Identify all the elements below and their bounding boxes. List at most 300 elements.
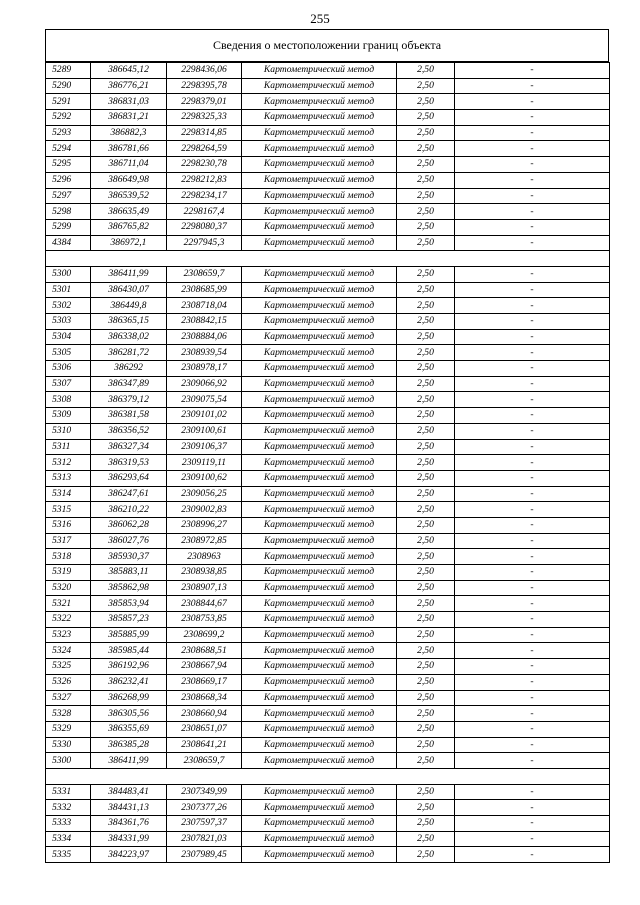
table-row bbox=[46, 282, 610, 298]
accuracy-cell: 2,50 bbox=[397, 470, 455, 486]
y-coordinate-cell: 2298264,59 bbox=[167, 141, 242, 157]
method-cell: Картометрический метод bbox=[242, 78, 397, 94]
x-coordinate-cell: 386449,8 bbox=[91, 298, 167, 314]
method-cell: Картометрический метод bbox=[242, 110, 397, 126]
x-coordinate-cell: 386281,72 bbox=[91, 345, 167, 361]
point-number-cell: 5330 bbox=[46, 737, 91, 753]
x-coordinate-cell: 386411,99 bbox=[91, 266, 167, 282]
description-cell: - bbox=[455, 314, 610, 330]
x-coordinate-cell: 386539,52 bbox=[91, 188, 167, 204]
separator-cell bbox=[46, 251, 610, 267]
y-coordinate-cell: 2308753,85 bbox=[167, 612, 242, 628]
point-number-cell: 5319 bbox=[46, 565, 91, 581]
x-coordinate-cell: 385885,99 bbox=[91, 627, 167, 643]
accuracy-cell: 2,50 bbox=[397, 517, 455, 533]
point-number-cell: 5296 bbox=[46, 172, 91, 188]
method-cell: Картометрический метод bbox=[242, 596, 397, 612]
method-cell: Картометрический метод bbox=[242, 659, 397, 675]
method-cell: Картометрический метод bbox=[242, 266, 397, 282]
point-number-cell: 5290 bbox=[46, 78, 91, 94]
accuracy-cell: 2,50 bbox=[397, 172, 455, 188]
y-coordinate-cell: 2308641,21 bbox=[167, 737, 242, 753]
accuracy-cell: 2,50 bbox=[397, 753, 455, 769]
y-coordinate-cell: 2307349,99 bbox=[167, 784, 242, 800]
description-cell: - bbox=[455, 800, 610, 816]
point-number-cell: 5292 bbox=[46, 110, 91, 126]
description-cell: - bbox=[455, 141, 610, 157]
point-number-cell: 5333 bbox=[46, 816, 91, 832]
point-number-cell: 5321 bbox=[46, 596, 91, 612]
x-coordinate-cell: 386385,28 bbox=[91, 737, 167, 753]
description-cell: - bbox=[455, 674, 610, 690]
method-cell: Картометрический метод bbox=[242, 753, 397, 769]
accuracy-cell: 2,50 bbox=[397, 721, 455, 737]
method-cell: Картометрический метод bbox=[242, 188, 397, 204]
y-coordinate-cell: 2308668,34 bbox=[167, 690, 242, 706]
table-row bbox=[46, 486, 610, 502]
y-coordinate-cell: 2309106,37 bbox=[167, 439, 242, 455]
y-coordinate-cell: 2308685,99 bbox=[167, 282, 242, 298]
y-coordinate-cell: 2308660,94 bbox=[167, 706, 242, 722]
method-cell: Картометрический метод bbox=[242, 502, 397, 518]
method-cell: Картометрический метод bbox=[242, 314, 397, 330]
separator-cell bbox=[46, 768, 610, 784]
description-cell: - bbox=[455, 549, 610, 565]
description-cell: - bbox=[455, 831, 610, 847]
x-coordinate-cell: 385930,37 bbox=[91, 549, 167, 565]
x-coordinate-cell: 386327,34 bbox=[91, 439, 167, 455]
point-number-cell: 5313 bbox=[46, 470, 91, 486]
table-row bbox=[46, 157, 610, 173]
x-coordinate-cell: 386972,1 bbox=[91, 235, 167, 251]
method-cell: Картометрический метод bbox=[242, 486, 397, 502]
point-number-cell: 4384 bbox=[46, 235, 91, 251]
table-row bbox=[46, 266, 610, 282]
accuracy-cell: 2,50 bbox=[397, 439, 455, 455]
table-row bbox=[46, 408, 610, 424]
y-coordinate-cell: 2308688,51 bbox=[167, 643, 242, 659]
x-coordinate-cell: 386781,66 bbox=[91, 141, 167, 157]
y-coordinate-cell: 2308963 bbox=[167, 549, 242, 565]
description-cell: - bbox=[455, 78, 610, 94]
description-cell: - bbox=[455, 816, 610, 832]
description-cell: - bbox=[455, 627, 610, 643]
table-row bbox=[46, 423, 610, 439]
table-row bbox=[46, 831, 610, 847]
point-number-cell: 5322 bbox=[46, 612, 91, 628]
x-coordinate-cell: 385883,11 bbox=[91, 565, 167, 581]
method-cell: Картометрический метод bbox=[242, 282, 397, 298]
accuracy-cell: 2,50 bbox=[397, 157, 455, 173]
method-cell: Картометрический метод bbox=[242, 470, 397, 486]
accuracy-cell: 2,50 bbox=[397, 298, 455, 314]
x-coordinate-cell: 386430,07 bbox=[91, 282, 167, 298]
method-cell: Картометрический метод bbox=[242, 784, 397, 800]
description-cell: - bbox=[455, 94, 610, 110]
table-row bbox=[46, 314, 610, 330]
method-cell: Картометрический метод bbox=[242, 392, 397, 408]
description-cell: - bbox=[455, 470, 610, 486]
description-cell: - bbox=[455, 172, 610, 188]
method-cell: Картометрический метод bbox=[242, 219, 397, 235]
point-number-cell: 5317 bbox=[46, 533, 91, 549]
table-row bbox=[46, 706, 610, 722]
description-cell: - bbox=[455, 204, 610, 220]
table-row bbox=[46, 753, 610, 769]
x-coordinate-cell: 386027,76 bbox=[91, 533, 167, 549]
y-coordinate-cell: 2307597,37 bbox=[167, 816, 242, 832]
description-cell: - bbox=[455, 486, 610, 502]
y-coordinate-cell: 2308844,67 bbox=[167, 596, 242, 612]
y-coordinate-cell: 2309075,54 bbox=[167, 392, 242, 408]
y-coordinate-cell: 2308978,17 bbox=[167, 361, 242, 377]
x-coordinate-cell: 386776,21 bbox=[91, 78, 167, 94]
method-cell: Картометрический метод bbox=[242, 800, 397, 816]
x-coordinate-cell: 385985,44 bbox=[91, 643, 167, 659]
point-number-cell: 5293 bbox=[46, 125, 91, 141]
coordinates-table-body bbox=[46, 63, 610, 863]
accuracy-cell: 2,50 bbox=[397, 674, 455, 690]
table-row bbox=[46, 235, 610, 251]
accuracy-cell: 2,50 bbox=[397, 847, 455, 863]
table-row bbox=[46, 63, 610, 79]
description-cell: - bbox=[455, 392, 610, 408]
method-cell: Картометрический метод bbox=[242, 674, 397, 690]
x-coordinate-cell: 386882,3 bbox=[91, 125, 167, 141]
accuracy-cell: 2,50 bbox=[397, 549, 455, 565]
description-cell: - bbox=[455, 753, 610, 769]
accuracy-cell: 2,50 bbox=[397, 141, 455, 157]
description-cell: - bbox=[455, 847, 610, 863]
description-cell: - bbox=[455, 565, 610, 581]
accuracy-cell: 2,50 bbox=[397, 125, 455, 141]
table-title: Сведения о местоположении границ объекта bbox=[45, 29, 609, 62]
point-number-cell: 5301 bbox=[46, 282, 91, 298]
table-row bbox=[46, 298, 610, 314]
point-number-cell: 5320 bbox=[46, 580, 91, 596]
table-row bbox=[46, 94, 610, 110]
table-row bbox=[46, 392, 610, 408]
accuracy-cell: 2,50 bbox=[397, 627, 455, 643]
accuracy-cell: 2,50 bbox=[397, 110, 455, 126]
table-row bbox=[46, 172, 610, 188]
table-row bbox=[46, 612, 610, 628]
y-coordinate-cell: 2307821,03 bbox=[167, 831, 242, 847]
point-number-cell: 5316 bbox=[46, 517, 91, 533]
y-coordinate-cell: 2307989,45 bbox=[167, 847, 242, 863]
table-row bbox=[46, 329, 610, 345]
accuracy-cell: 2,50 bbox=[397, 392, 455, 408]
table-row bbox=[46, 549, 610, 565]
table-row bbox=[46, 110, 610, 126]
point-number-cell: 5327 bbox=[46, 690, 91, 706]
y-coordinate-cell: 2308884,06 bbox=[167, 329, 242, 345]
table-row bbox=[46, 219, 610, 235]
method-cell: Картометрический метод bbox=[242, 408, 397, 424]
point-number-cell: 5314 bbox=[46, 486, 91, 502]
description-cell: - bbox=[455, 784, 610, 800]
x-coordinate-cell: 386649,98 bbox=[91, 172, 167, 188]
point-number-cell: 5307 bbox=[46, 376, 91, 392]
point-number-cell: 5300 bbox=[46, 266, 91, 282]
page-number: 255 bbox=[310, 11, 330, 26]
table-row bbox=[46, 455, 610, 471]
y-coordinate-cell: 2309119,11 bbox=[167, 455, 242, 471]
table-row bbox=[46, 188, 610, 204]
method-cell: Картометрический метод bbox=[242, 204, 397, 220]
x-coordinate-cell: 386062,28 bbox=[91, 517, 167, 533]
method-cell: Картометрический метод bbox=[242, 94, 397, 110]
table-row bbox=[46, 580, 610, 596]
description-cell: - bbox=[455, 423, 610, 439]
point-number-cell: 5295 bbox=[46, 157, 91, 173]
point-number-cell: 5305 bbox=[46, 345, 91, 361]
description-cell: - bbox=[455, 502, 610, 518]
y-coordinate-cell: 2308667,94 bbox=[167, 659, 242, 675]
method-cell: Картометрический метод bbox=[242, 235, 397, 251]
accuracy-cell: 2,50 bbox=[397, 486, 455, 502]
x-coordinate-cell: 384483,41 bbox=[91, 784, 167, 800]
x-coordinate-cell: 386293,64 bbox=[91, 470, 167, 486]
x-coordinate-cell: 385857,23 bbox=[91, 612, 167, 628]
y-coordinate-cell: 2298230,78 bbox=[167, 157, 242, 173]
accuracy-cell: 2,50 bbox=[397, 816, 455, 832]
accuracy-cell: 2,50 bbox=[397, 219, 455, 235]
group-separator-row bbox=[46, 768, 610, 784]
point-number-cell: 5310 bbox=[46, 423, 91, 439]
accuracy-cell: 2,50 bbox=[397, 612, 455, 628]
accuracy-cell: 2,50 bbox=[397, 455, 455, 471]
y-coordinate-cell: 2308659,7 bbox=[167, 753, 242, 769]
point-number-cell: 5334 bbox=[46, 831, 91, 847]
accuracy-cell: 2,50 bbox=[397, 690, 455, 706]
method-cell: Картометрический метод bbox=[242, 737, 397, 753]
table-row bbox=[46, 800, 610, 816]
table-row bbox=[46, 361, 610, 377]
accuracy-cell: 2,50 bbox=[397, 533, 455, 549]
y-coordinate-cell: 2308972,85 bbox=[167, 533, 242, 549]
description-cell: - bbox=[455, 408, 610, 424]
point-number-cell: 5303 bbox=[46, 314, 91, 330]
coordinates-table bbox=[45, 62, 610, 863]
method-cell: Картометрический метод bbox=[242, 580, 397, 596]
method-cell: Картометрический метод bbox=[242, 627, 397, 643]
description-cell: - bbox=[455, 282, 610, 298]
x-coordinate-cell: 384361,76 bbox=[91, 816, 167, 832]
accuracy-cell: 2,50 bbox=[397, 188, 455, 204]
description-cell: - bbox=[455, 63, 610, 79]
point-number-cell: 5328 bbox=[46, 706, 91, 722]
description-cell: - bbox=[455, 188, 610, 204]
table-row bbox=[46, 565, 610, 581]
y-coordinate-cell: 2297945,3 bbox=[167, 235, 242, 251]
table-row bbox=[46, 643, 610, 659]
point-number-cell: 5302 bbox=[46, 298, 91, 314]
point-number-cell: 5311 bbox=[46, 439, 91, 455]
accuracy-cell: 2,50 bbox=[397, 565, 455, 581]
description-cell: - bbox=[455, 110, 610, 126]
table-row bbox=[46, 784, 610, 800]
y-coordinate-cell: 2298167,4 bbox=[167, 204, 242, 220]
description-cell: - bbox=[455, 329, 610, 345]
y-coordinate-cell: 2298234,17 bbox=[167, 188, 242, 204]
description-cell: - bbox=[455, 219, 610, 235]
y-coordinate-cell: 2308699,2 bbox=[167, 627, 242, 643]
description-cell: - bbox=[455, 596, 610, 612]
description-cell: - bbox=[455, 690, 610, 706]
point-number-cell: 5309 bbox=[46, 408, 91, 424]
y-coordinate-cell: 2309100,62 bbox=[167, 470, 242, 486]
method-cell: Картометрический метод bbox=[242, 517, 397, 533]
point-number-cell: 5299 bbox=[46, 219, 91, 235]
y-coordinate-cell: 2309056,25 bbox=[167, 486, 242, 502]
accuracy-cell: 2,50 bbox=[397, 784, 455, 800]
accuracy-cell: 2,50 bbox=[397, 266, 455, 282]
accuracy-cell: 2,50 bbox=[397, 502, 455, 518]
point-number-cell: 5315 bbox=[46, 502, 91, 518]
method-cell: Картометрический метод bbox=[242, 376, 397, 392]
y-coordinate-cell: 2309002,83 bbox=[167, 502, 242, 518]
accuracy-cell: 2,50 bbox=[397, 63, 455, 79]
y-coordinate-cell: 2298325,33 bbox=[167, 110, 242, 126]
table-row bbox=[46, 847, 610, 863]
method-cell: Картометрический метод bbox=[242, 690, 397, 706]
method-cell: Картометрический метод bbox=[242, 345, 397, 361]
y-coordinate-cell: 2309066,92 bbox=[167, 376, 242, 392]
accuracy-cell: 2,50 bbox=[397, 596, 455, 612]
x-coordinate-cell: 386381,58 bbox=[91, 408, 167, 424]
accuracy-cell: 2,50 bbox=[397, 314, 455, 330]
group-separator-row bbox=[46, 251, 610, 267]
method-cell: Картометрический метод bbox=[242, 455, 397, 471]
method-cell: Картометрический метод bbox=[242, 816, 397, 832]
description-cell: - bbox=[455, 659, 610, 675]
y-coordinate-cell: 2308938,85 bbox=[167, 565, 242, 581]
table-row bbox=[46, 674, 610, 690]
x-coordinate-cell: 386268,99 bbox=[91, 690, 167, 706]
accuracy-cell: 2,50 bbox=[397, 706, 455, 722]
description-cell: - bbox=[455, 612, 610, 628]
x-coordinate-cell: 386831,03 bbox=[91, 94, 167, 110]
point-number-cell: 5332 bbox=[46, 800, 91, 816]
y-coordinate-cell: 2309101,02 bbox=[167, 408, 242, 424]
y-coordinate-cell: 2308669,17 bbox=[167, 674, 242, 690]
table-row bbox=[46, 690, 610, 706]
description-cell: - bbox=[455, 266, 610, 282]
x-coordinate-cell: 386347,89 bbox=[91, 376, 167, 392]
description-cell: - bbox=[455, 737, 610, 753]
accuracy-cell: 2,50 bbox=[397, 345, 455, 361]
method-cell: Картометрический метод bbox=[242, 533, 397, 549]
point-number-cell: 5318 bbox=[46, 549, 91, 565]
point-number-cell: 5323 bbox=[46, 627, 91, 643]
x-coordinate-cell: 384431,13 bbox=[91, 800, 167, 816]
point-number-cell: 5291 bbox=[46, 94, 91, 110]
accuracy-cell: 2,50 bbox=[397, 376, 455, 392]
accuracy-cell: 2,50 bbox=[397, 204, 455, 220]
x-coordinate-cell: 386338,02 bbox=[91, 329, 167, 345]
x-coordinate-cell: 386232,41 bbox=[91, 674, 167, 690]
x-coordinate-cell: 385862,98 bbox=[91, 580, 167, 596]
table-row bbox=[46, 737, 610, 753]
x-coordinate-cell: 386292 bbox=[91, 361, 167, 377]
x-coordinate-cell: 386319,53 bbox=[91, 455, 167, 471]
description-cell: - bbox=[455, 235, 610, 251]
method-cell: Картометрический метод bbox=[242, 361, 397, 377]
description-cell: - bbox=[455, 125, 610, 141]
method-cell: Картометрический метод bbox=[242, 612, 397, 628]
x-coordinate-cell: 386831,21 bbox=[91, 110, 167, 126]
x-coordinate-cell: 386379,12 bbox=[91, 392, 167, 408]
point-number-cell: 5325 bbox=[46, 659, 91, 675]
description-cell: - bbox=[455, 706, 610, 722]
y-coordinate-cell: 2308939,54 bbox=[167, 345, 242, 361]
description-cell: - bbox=[455, 157, 610, 173]
accuracy-cell: 2,50 bbox=[397, 659, 455, 675]
method-cell: Картометрический метод bbox=[242, 423, 397, 439]
y-coordinate-cell: 2308996,27 bbox=[167, 517, 242, 533]
method-cell: Картометрический метод bbox=[242, 172, 397, 188]
accuracy-cell: 2,50 bbox=[397, 78, 455, 94]
point-number-cell: 5324 bbox=[46, 643, 91, 659]
method-cell: Картометрический метод bbox=[242, 643, 397, 659]
method-cell: Картометрический метод bbox=[242, 125, 397, 141]
y-coordinate-cell: 2298314,85 bbox=[167, 125, 242, 141]
table-row bbox=[46, 816, 610, 832]
method-cell: Картометрический метод bbox=[242, 63, 397, 79]
y-coordinate-cell: 2308842,15 bbox=[167, 314, 242, 330]
description-cell: - bbox=[455, 345, 610, 361]
table-row bbox=[46, 78, 610, 94]
y-coordinate-cell: 2308907,13 bbox=[167, 580, 242, 596]
x-coordinate-cell: 386711,04 bbox=[91, 157, 167, 173]
accuracy-cell: 2,50 bbox=[397, 282, 455, 298]
point-number-cell: 5289 bbox=[46, 63, 91, 79]
method-cell: Картометрический метод bbox=[242, 329, 397, 345]
table-row bbox=[46, 470, 610, 486]
x-coordinate-cell: 384331,99 bbox=[91, 831, 167, 847]
accuracy-cell: 2,50 bbox=[397, 800, 455, 816]
description-cell: - bbox=[455, 533, 610, 549]
y-coordinate-cell: 2298379,01 bbox=[167, 94, 242, 110]
table-row bbox=[46, 125, 610, 141]
y-coordinate-cell: 2309100,61 bbox=[167, 423, 242, 439]
y-coordinate-cell: 2298436,06 bbox=[167, 63, 242, 79]
description-cell: - bbox=[455, 298, 610, 314]
accuracy-cell: 2,50 bbox=[397, 580, 455, 596]
accuracy-cell: 2,50 bbox=[397, 235, 455, 251]
boundary-table-frame bbox=[45, 29, 609, 863]
y-coordinate-cell: 2308651,07 bbox=[167, 721, 242, 737]
description-cell: - bbox=[455, 580, 610, 596]
method-cell: Картометрический метод bbox=[242, 439, 397, 455]
method-cell: Картометрический метод bbox=[242, 831, 397, 847]
point-number-cell: 5300 bbox=[46, 753, 91, 769]
method-cell: Картометрический метод bbox=[242, 298, 397, 314]
description-cell: - bbox=[455, 376, 610, 392]
table-row bbox=[46, 721, 610, 737]
point-number-cell: 5331 bbox=[46, 784, 91, 800]
point-number-cell: 5308 bbox=[46, 392, 91, 408]
y-coordinate-cell: 2308718,04 bbox=[167, 298, 242, 314]
y-coordinate-cell: 2298395,78 bbox=[167, 78, 242, 94]
x-coordinate-cell: 386645,12 bbox=[91, 63, 167, 79]
x-coordinate-cell: 386356,52 bbox=[91, 423, 167, 439]
accuracy-cell: 2,50 bbox=[397, 94, 455, 110]
method-cell: Картометрический метод bbox=[242, 565, 397, 581]
method-cell: Картометрический метод bbox=[242, 157, 397, 173]
description-cell: - bbox=[455, 721, 610, 737]
